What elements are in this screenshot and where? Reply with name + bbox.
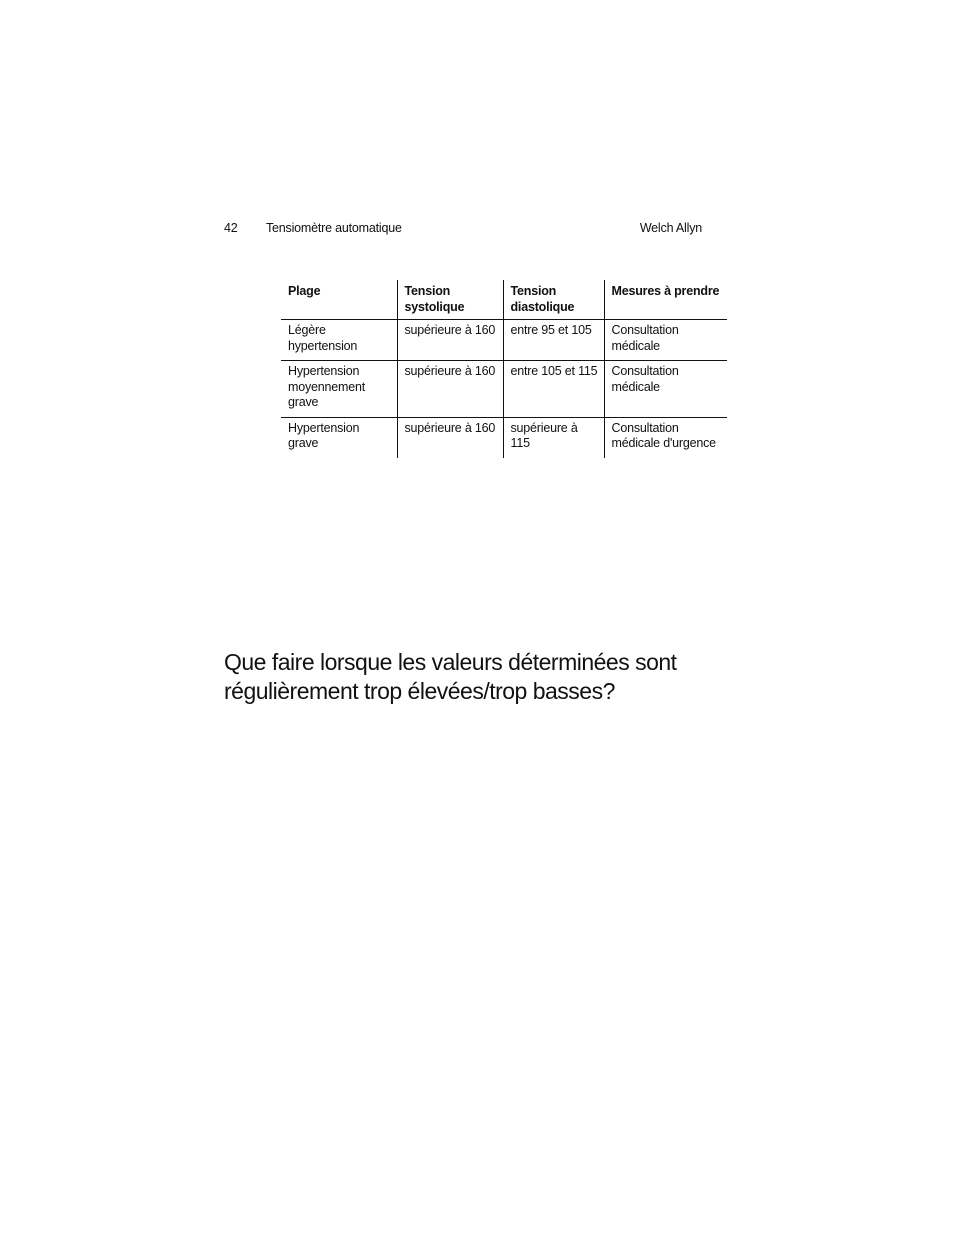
cell-systolic: supérieure à 160 — [397, 417, 503, 458]
table-row — [281, 361, 727, 418]
cell-diastolic: supérieure à 115 — [503, 417, 604, 458]
cell-systolic: supérieure à 160 — [397, 320, 503, 361]
cell-range: Hypertension moyennement grave — [288, 364, 366, 409]
table-row — [281, 320, 727, 361]
cell-range: Hypertension grave — [288, 420, 360, 450]
section-heading-line-1: Que faire lorsque les valeurs déterminées sont — [224, 649, 677, 675]
brand-name: Welch Allyn — [639, 221, 702, 235]
cell-action: Consultation médicale d'urgence — [604, 417, 727, 458]
table-header-row — [281, 280, 727, 320]
cell-action: Consultation médicale — [604, 320, 727, 361]
page-number: 42 — [224, 221, 238, 235]
cell-diastolic: entre 95 et 105 — [503, 320, 604, 361]
cell-range: Légère hypertension — [288, 323, 358, 353]
column-header-diastolic: Tension diastolique — [503, 280, 604, 320]
table-row — [281, 417, 727, 458]
cell-action: Consultation médicale — [604, 361, 727, 418]
column-header-systolic: Tension systolique — [397, 280, 503, 320]
blood-pressure-ranges-table — [281, 280, 727, 458]
document-title: Tensiomètre automatique — [266, 221, 402, 235]
section-heading-line-2: régulièrement trop élevées/trop basses? — [224, 678, 615, 704]
column-header-action: Mesures à prendre — [604, 280, 727, 320]
cell-systolic: supérieure à 160 — [397, 361, 503, 418]
column-header-range: Plage — [288, 284, 321, 298]
section-heading — [224, 648, 744, 706]
cell-diastolic: entre 105 et 115 — [503, 361, 604, 418]
page-header — [224, 221, 702, 239]
